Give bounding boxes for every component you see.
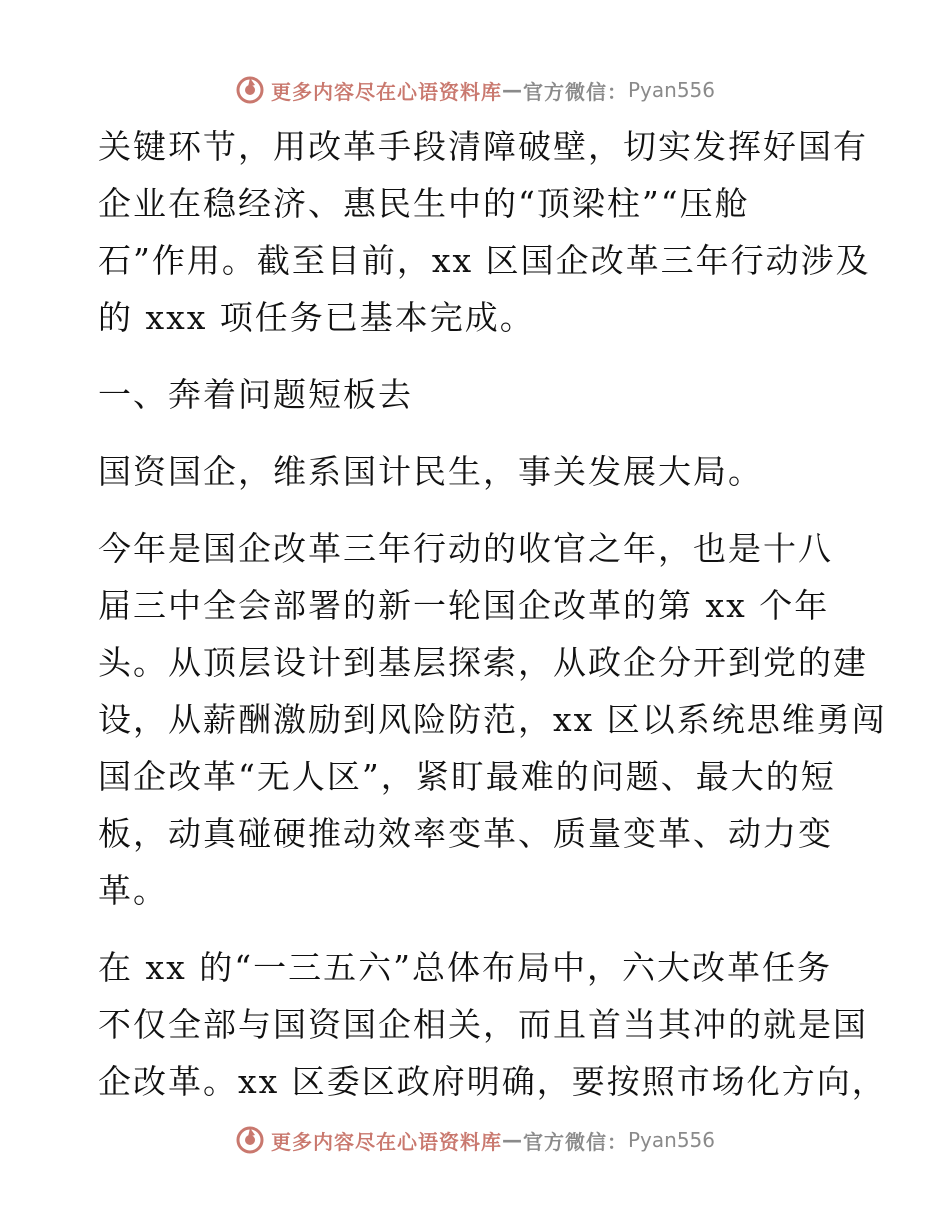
text-line: 革。 (98, 871, 168, 910)
footer-official: 官方微信： (522, 1129, 628, 1154)
footer-banner (0, 1120, 950, 1160)
footer-dash: — (501, 1128, 523, 1152)
paragraph (98, 520, 887, 919)
text-line: 头。从顶层设计到基层探索，从政企分开到党的建 (98, 643, 868, 682)
text-line: 企业在稳经济、惠民生中的“顶梁柱”“压舱 (98, 184, 750, 223)
footer-brand: 更多内容尽在心语资料库 (270, 1129, 502, 1154)
header-wechat-id: Pyan556 (627, 78, 715, 102)
section-heading (98, 366, 858, 423)
paragraph (98, 443, 858, 500)
paragraph (98, 939, 887, 1110)
text-line: 今年是国企改革三年行动的收官之年，也是十八 (98, 529, 833, 568)
header-text (271, 76, 715, 105)
header-dash: — (501, 78, 523, 102)
text-line: 国资国企，维系国计民生，事关发展大局。 (98, 452, 763, 491)
text-line: 国企改革“无人区”，紧盯最难的问题、最大的短 (98, 757, 836, 796)
text-line: 设，从薪酬激励到风险防范，xx 区以系统思维勇闯 (98, 700, 887, 739)
text-line: 届三中全会部署的新一轮国企改革的第 xx 个年 (98, 586, 830, 625)
text-line: 在 xx 的“一三五六”总体布局中，六大改革任务 (98, 948, 832, 987)
text-line: 企改革。xx 区委区政府明确，要按照市场化方向， (98, 1062, 887, 1101)
heading-line: 一、奔着问题短板去 (98, 375, 413, 414)
paragraph (98, 118, 871, 346)
text-line: 关键环节，用改革手段清障破壁，切实发挥好国有 (98, 127, 868, 166)
footer-wechat-id: Pyan556 (627, 1128, 715, 1152)
brand-logo-icon (235, 1125, 265, 1155)
header-official: 官方微信： (522, 79, 628, 104)
document-body (98, 118, 887, 1110)
header-brand: 更多内容尽在心语资料库 (270, 79, 502, 104)
header-banner (0, 70, 950, 110)
text-line: 板，动真碰硬推动效率变革、质量变革、动力变 (98, 814, 833, 853)
text-line: 石”作用。截至目前，xx 区国企改革三年行动涉及 (98, 241, 871, 280)
text-line: 不仅全部与国资国企相关，而且首当其冲的就是国 (98, 1005, 868, 1044)
text-line: 的 xxx 项任务已基本完成。 (98, 298, 535, 337)
footer-text (271, 1126, 715, 1155)
brand-logo-icon (235, 75, 265, 105)
